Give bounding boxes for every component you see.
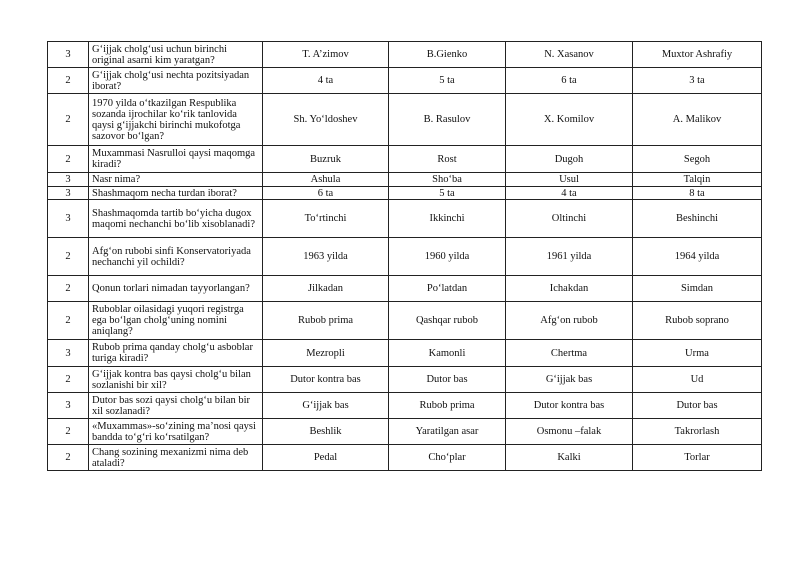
option-cell-1: 4 ta	[263, 68, 389, 94]
option-cell-4: 8 ta	[633, 187, 762, 200]
table-row	[48, 445, 762, 471]
option-cell-4: Ud	[633, 367, 762, 393]
score-cell: 2	[48, 276, 89, 302]
question-cell: G‘ijjak kontra bas qaysi cholg‘u bilan sozlanishi bir xil?	[89, 367, 263, 393]
option-cell-4: Takrorlash	[633, 419, 762, 445]
option-cell-4: Muxtor Ashrafiy	[633, 42, 762, 68]
option-cell-3: Chertma	[506, 340, 633, 367]
option-cell-1: Dutor kontra bas	[263, 367, 389, 393]
score-cell: 2	[48, 302, 89, 340]
option-cell-2: B.Gienko	[389, 42, 506, 68]
option-cell-2: B. Rasulov	[389, 94, 506, 146]
option-cell-1: Rubob prima	[263, 302, 389, 340]
option-cell-1: To‘rtinchi	[263, 200, 389, 238]
question-cell: 1970 yilda o‘tkazilgan Respublika sozanda ijrochilar ko‘rik tanlovida qaysi g‘ijjakchi birinchi mukofotga sazovor bo‘lgan?	[89, 94, 263, 146]
option-cell-4: A. Malikov	[633, 94, 762, 146]
option-cell-1: Beshlik	[263, 419, 389, 445]
option-cell-4: 3 ta	[633, 68, 762, 94]
question-cell: G‘ijjak cholg‘usi uchun birinchi original asarni kim yaratgan?	[89, 42, 263, 68]
option-cell-1: Mezropli	[263, 340, 389, 367]
table-row	[48, 68, 762, 94]
option-cell-4: 1964 yilda	[633, 238, 762, 276]
option-cell-2: Qashqar rubob	[389, 302, 506, 340]
table-row	[48, 340, 762, 367]
score-cell: 3	[48, 187, 89, 200]
option-cell-2: Rost	[389, 146, 506, 173]
table-row	[48, 276, 762, 302]
option-cell-1: Pedal	[263, 445, 389, 471]
table-row	[48, 367, 762, 393]
table-row	[48, 187, 762, 200]
option-cell-2: Cho‘plar	[389, 445, 506, 471]
score-cell: 2	[48, 238, 89, 276]
score-cell: 3	[48, 173, 89, 187]
option-cell-1: Buzruk	[263, 146, 389, 173]
score-cell: 3	[48, 42, 89, 68]
score-cell: 2	[48, 445, 89, 471]
option-cell-1: 1963 yilda	[263, 238, 389, 276]
table-row	[48, 238, 762, 276]
question-cell: Muxammasi Nasrulloi qaysi maqomga kiradi?	[89, 146, 263, 173]
option-cell-4: Simdan	[633, 276, 762, 302]
option-cell-1: Jilkadan	[263, 276, 389, 302]
option-cell-2: Yaratilgan asar	[389, 419, 506, 445]
option-cell-3: Dutor kontra bas	[506, 393, 633, 419]
option-cell-3: Usul	[506, 173, 633, 187]
option-cell-3: 4 ta	[506, 187, 633, 200]
option-cell-4: Segoh	[633, 146, 762, 173]
option-cell-2: 5 ta	[389, 68, 506, 94]
option-cell-4: Urma	[633, 340, 762, 367]
option-cell-3: N. Xasanov	[506, 42, 633, 68]
option-cell-4: Beshinchi	[633, 200, 762, 238]
option-cell-4: Rubob soprano	[633, 302, 762, 340]
option-cell-3: Kalki	[506, 445, 633, 471]
option-cell-1: G‘ijjak bas	[263, 393, 389, 419]
table-row	[48, 302, 762, 340]
question-cell: Rubob prima qanday cholg‘u asboblar turiga kiradi?	[89, 340, 263, 367]
quiz-table-body	[48, 42, 762, 471]
score-cell: 3	[48, 393, 89, 419]
question-cell: Shashmaqom necha turdan iborat?	[89, 187, 263, 200]
table-row	[48, 146, 762, 173]
option-cell-3: Dugoh	[506, 146, 633, 173]
option-cell-4: Torlar	[633, 445, 762, 471]
table-row	[48, 173, 762, 187]
option-cell-3: Afg‘on rubob	[506, 302, 633, 340]
option-cell-1: Sh. Yo‘ldoshev	[263, 94, 389, 146]
score-cell: 2	[48, 367, 89, 393]
option-cell-2: Dutor bas	[389, 367, 506, 393]
score-cell: 2	[48, 94, 89, 146]
option-cell-1: Ashula	[263, 173, 389, 187]
table-row	[48, 200, 762, 238]
question-cell: G‘ijjak cholg‘usi nechta pozitsiyadan iborat?	[89, 68, 263, 94]
option-cell-2: Kamonli	[389, 340, 506, 367]
question-cell: Chang sozining mexanizmi nima deb ataladi?	[89, 445, 263, 471]
question-cell: Shashmaqomda tartib bo‘yicha dugox maqomi nechanchi bo‘lib xisoblanadi?	[89, 200, 263, 238]
option-cell-2: Sho‘ba	[389, 173, 506, 187]
option-cell-4: Talqin	[633, 173, 762, 187]
question-cell: Afg‘on rubobi sinfi Konservatoriyada nechanchi yil ochildi?	[89, 238, 263, 276]
question-cell: Qonun torlari nimadan tayyorlangan?	[89, 276, 263, 302]
question-cell: Dutor bas sozi qaysi cholg‘u bilan bir xil sozlanadi?	[89, 393, 263, 419]
option-cell-4: Dutor bas	[633, 393, 762, 419]
score-cell: 2	[48, 419, 89, 445]
score-cell: 3	[48, 340, 89, 367]
question-cell: Ruboblar oilasidagi yuqori registrga ega bo‘lgan cholg‘uning nomini aniqlang?	[89, 302, 263, 340]
quiz-table	[47, 41, 762, 471]
question-cell: «Muxammas»-so‘zining ma’nosi qaysi bandda to‘g‘ri ko‘rsatilgan?	[89, 419, 263, 445]
table-row	[48, 42, 762, 68]
option-cell-3: G‘ijjak bas	[506, 367, 633, 393]
option-cell-2: Po‘latdan	[389, 276, 506, 302]
option-cell-2: 5 ta	[389, 187, 506, 200]
option-cell-1: T. A’zimov	[263, 42, 389, 68]
option-cell-2: Ikkinchi	[389, 200, 506, 238]
option-cell-3: Oltinchi	[506, 200, 633, 238]
option-cell-1: 6 ta	[263, 187, 389, 200]
score-cell: 3	[48, 200, 89, 238]
option-cell-2: Rubob prima	[389, 393, 506, 419]
option-cell-3: Osmonu –falak	[506, 419, 633, 445]
option-cell-2: 1960 yilda	[389, 238, 506, 276]
score-cell: 2	[48, 146, 89, 173]
option-cell-3: 6 ta	[506, 68, 633, 94]
question-cell: Nasr nima?	[89, 173, 263, 187]
table-row	[48, 94, 762, 146]
table-row	[48, 393, 762, 419]
option-cell-3: Ichakdan	[506, 276, 633, 302]
option-cell-3: X. Komilov	[506, 94, 633, 146]
score-cell: 2	[48, 68, 89, 94]
table-row	[48, 419, 762, 445]
option-cell-3: 1961 yilda	[506, 238, 633, 276]
